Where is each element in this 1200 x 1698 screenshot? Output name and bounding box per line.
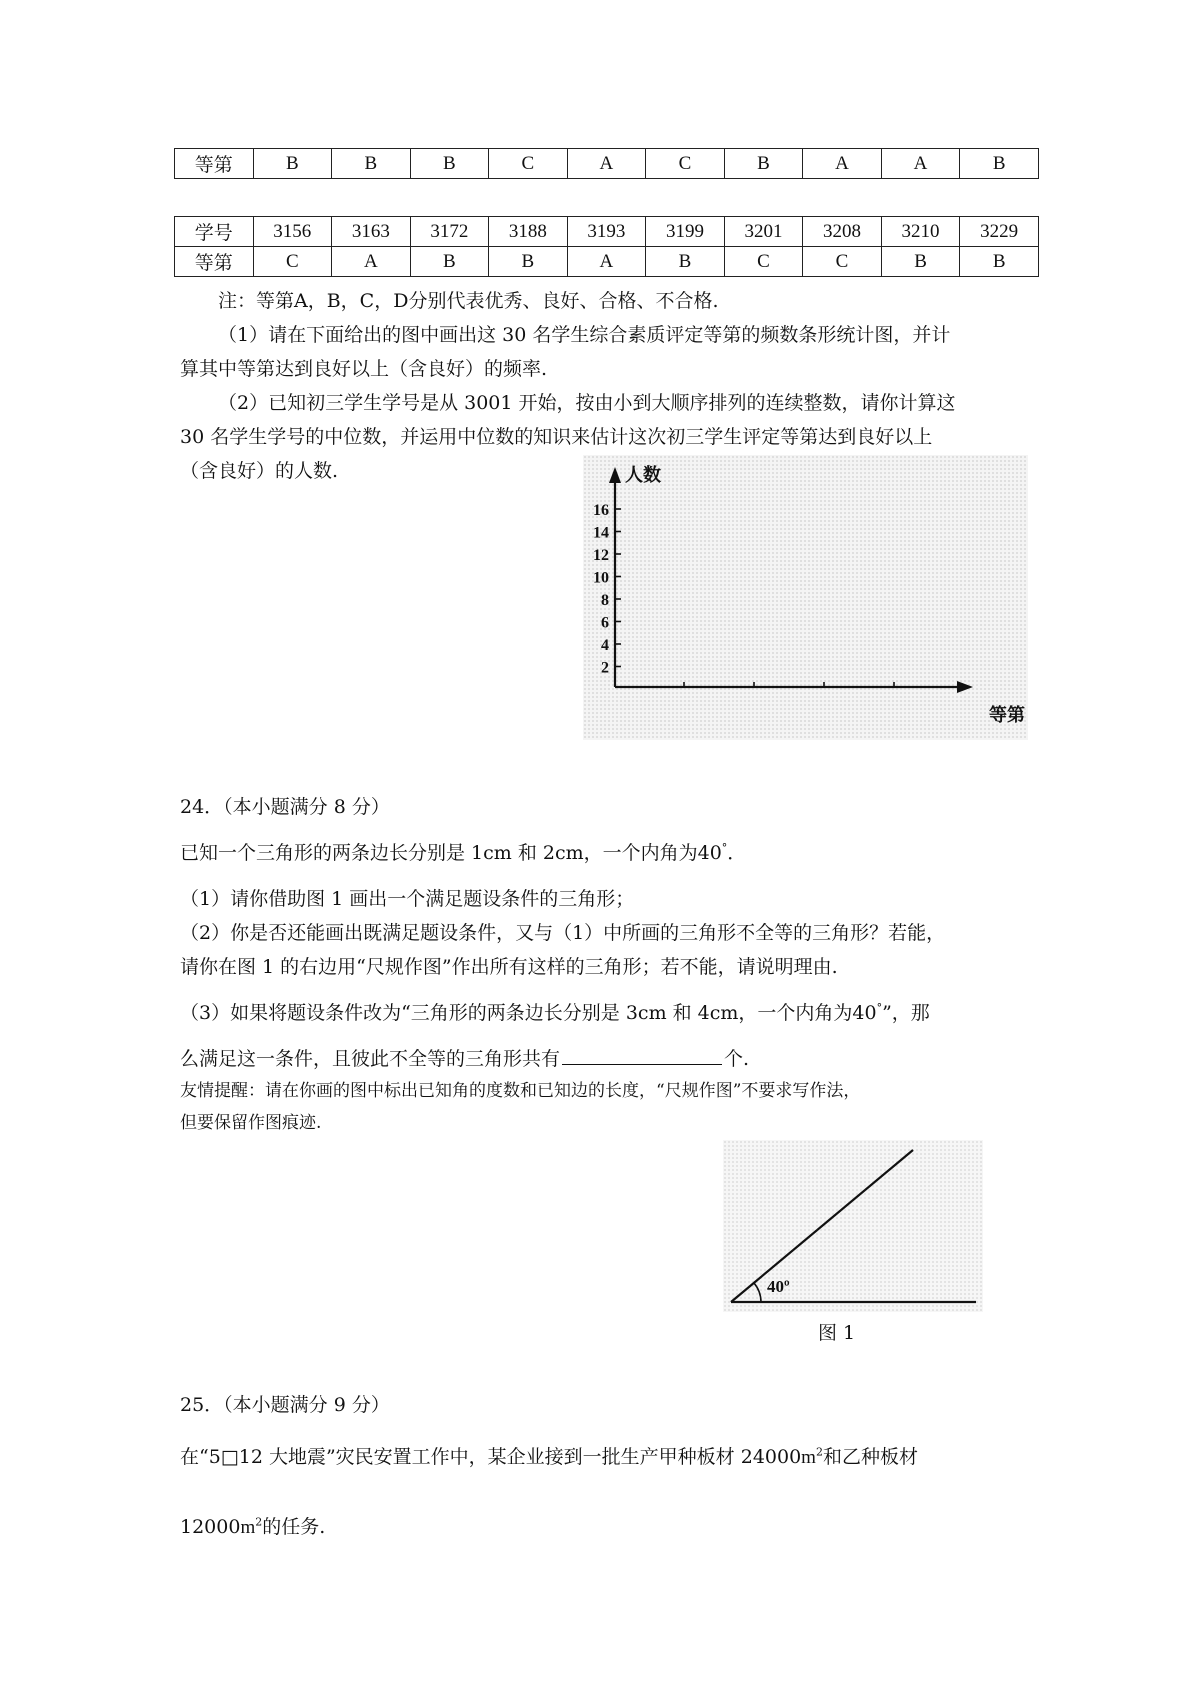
table-cell: 3188 [489,217,568,247]
q24-part2-line1: （2）你是否还能画出既满足题设条件，又与（1）中所画的三角形不全等的三角形？若能， [180,922,946,944]
q23-part2-line2: 30 名学生学号的中位数，并运用中位数的知识来估计这次初三学生评定等第达到良好以上 [180,426,933,448]
q23-part2-line1: （2）已知初三学生学号是从 3001 开始，按由小到大顺序排列的连续整数，请你计算这 [218,392,956,414]
q24-stem-end: ． [727,842,747,864]
table-cell: C [253,247,332,277]
table-row [175,247,1039,277]
table-cell: 3208 [803,217,882,247]
table-cell: B [489,247,568,277]
y-tick-label: 8 [601,592,609,609]
table-cell: B [646,247,725,277]
y-axis-arrow [609,467,621,483]
q25-line1 [180,1442,1040,1469]
grade-table-2 [174,216,1039,277]
chart-svg [583,455,1028,740]
q25-line2-a: 12000 [180,1516,241,1538]
q24-part1: （1）请你借助图 1 画出一个满足题设条件的三角形； [180,888,635,910]
y-tick-label: 14 [593,524,609,542]
table-cell: B [332,149,411,179]
x-axis-label: 等第 [989,705,1025,726]
row-label: 等第 [175,247,254,277]
q24-tip-line2: 但要保留作图痕迹. [180,1113,322,1133]
frequency-bar-chart [583,455,1028,740]
table-cell: B [960,247,1039,277]
answer-blank[interactable] [562,1046,722,1065]
table-cell: A [567,247,646,277]
table-cell: C [803,247,882,277]
table-cell: C [724,247,803,277]
y-tick-label: 16 [593,502,609,519]
q25-header: 25．（本小题满分 9 分） [180,1394,390,1416]
y-tick-label: 6 [601,614,609,632]
unit: m [801,1447,816,1468]
q23-part1-line1: （1）请在下面给出的图中画出这 30 名学生综合素质评定等第的频数条形统计图，并计 [218,324,951,346]
q25-line1-b: 和乙种板材 [822,1446,918,1468]
q23-part2-line3: （含良好）的人数. [180,460,339,482]
y-tick-label: 2 [601,659,609,677]
table-row [175,217,1039,247]
table-cell: C [646,149,725,179]
x-axis-arrow [957,681,973,693]
table-cell: 3201 [724,217,803,247]
q24-stem [180,838,1040,865]
q24-stem-text: 已知一个三角形的两条边长分别是 1cm 和 2cm，一个内角为40 [180,842,722,864]
table-cell: 3210 [881,217,960,247]
angle-ray-line [731,1150,913,1302]
table-cell: 3199 [646,217,725,247]
y-tick-label: 10 [593,569,609,587]
q24-part3-line1 [180,998,1040,1025]
grade-note: 注：等第A，B，C，D分别代表优秀、良好、合格、不合格. [218,290,719,312]
q24-part3-line2 [180,1044,1040,1071]
unit: m [240,1517,256,1538]
y-tick-label: 12 [593,547,609,564]
row-label: 学号 [175,217,254,247]
table-cell: B [724,149,803,179]
table-cell: 3193 [567,217,646,247]
table-cell: A [332,247,411,277]
q23-part1-line2: 算其中等第达到良好以上（含良好）的频率. [180,358,548,380]
table-cell: C [489,149,568,179]
q24-part3-text: （3）如果将题设条件改为“三角形的两条边长分别是 3cm 和 4cm，一个内角为40 [180,1002,877,1024]
table-cell: B [410,149,489,179]
unit-exponent: 2 [255,1515,263,1529]
table-cell: 3172 [410,217,489,247]
table-cell: B [253,149,332,179]
table-cell: A [803,149,882,179]
figure-1-svg [723,1140,983,1312]
q24-header: 24．（本小题满分 8 分） [180,796,390,818]
unit-exponent: 2 [815,1445,823,1459]
q24-part3-end: ”，那 [882,1002,930,1024]
table-cell: B [881,247,960,277]
figure-1-caption: 图 1 [818,1322,856,1344]
angle-label: 40º [767,1277,790,1296]
angle-arc [754,1283,761,1302]
table-cell: 3163 [332,217,411,247]
table-row [175,149,1039,179]
row-label: 等第 [175,149,254,179]
degree-mark: ° [721,841,728,855]
q25-line1-a: 在“5□12 大地震”灾民安置工作中，某企业接到一批生产甲种板材 24000 [180,1446,802,1468]
y-axis-label: 人数 [625,465,661,486]
figure-1-angle [723,1140,983,1312]
table-cell: 3229 [960,217,1039,247]
q25-line2 [180,1512,1040,1539]
q25-line2-b: 的任务. [262,1516,326,1538]
q24-part3-line2-b: 个. [724,1048,750,1070]
degree-mark: ° [876,1001,883,1015]
grade-table-1 [174,148,1039,179]
q24-tip-line1: 友情提醒：请在你画的图中标出已知角的度数和已知边的长度，“尺规作图”不要求写作法， [180,1081,861,1101]
table-cell: 3156 [253,217,332,247]
q24-part2-line2: 请你在图 1 的右边用“尺规作图”作出所有这样的三角形；若不能，请说明理由. [180,956,838,978]
y-tick-label: 4 [601,637,609,654]
q24-part3-line2-a: 么满足这一条件，且彼此不全等的三角形共有 [180,1048,561,1070]
table-cell: A [567,149,646,179]
table-cell: B [410,247,489,277]
table-cell: A [881,149,960,179]
table-cell: B [960,149,1039,179]
